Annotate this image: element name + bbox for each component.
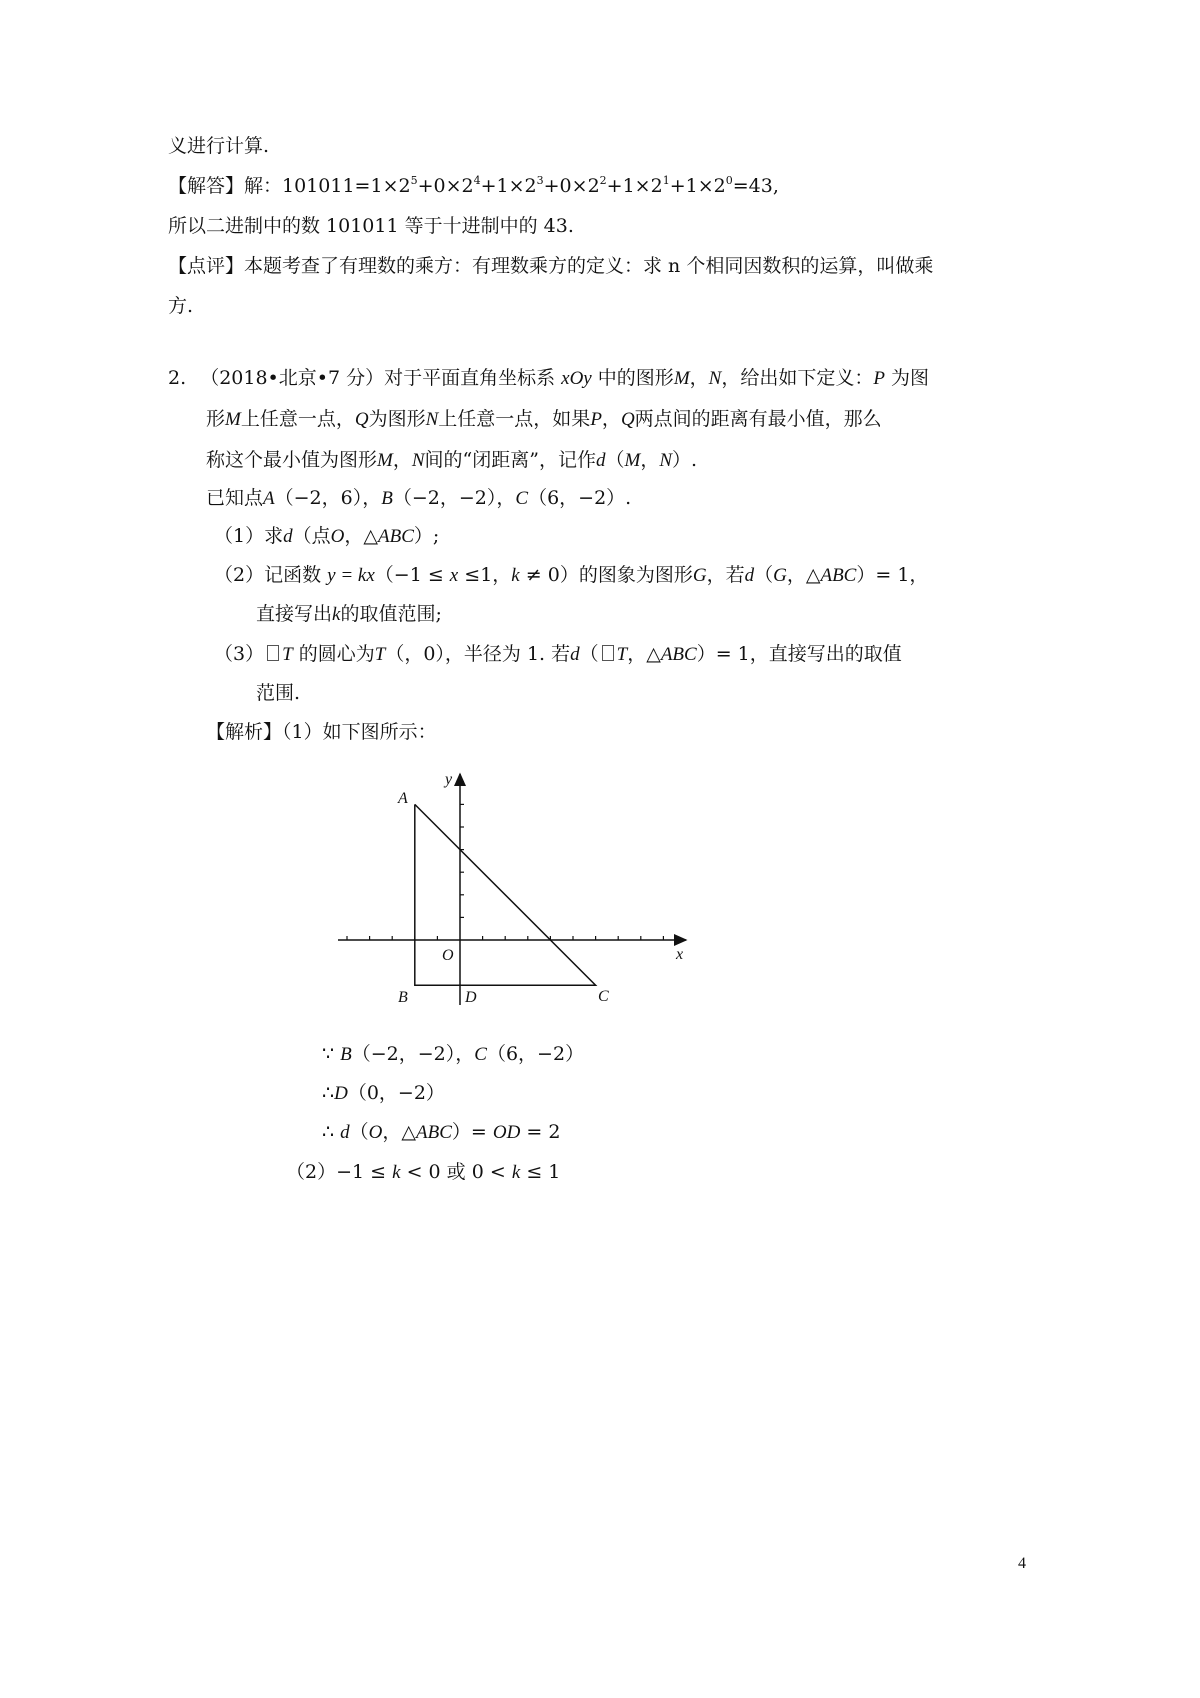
solution-part-2: （2）−1 ≤ k < 0 或 0 < k ≤ 1 bbox=[286, 1161, 561, 1183]
question-3: （3） T 的圆心为T（，0），半径为 1. 若d（ T，△ABC）= 1，直接写出的取值 bbox=[214, 643, 902, 665]
problem-2-line-3: 称这个最小值为图形M，N间的“闭距离”，记作d（M，N）. bbox=[206, 449, 698, 471]
label-D: D bbox=[465, 989, 477, 1006]
analysis-label: 【解析】 bbox=[206, 721, 283, 743]
answer-line: 【解答】解：$101011=1\times 2^5+0\times 2^4+1\times 2^3+0\times 2^2+1\times 2^1+1\times 2^0=43$, bbox=[168, 174, 779, 197]
axis-ticks bbox=[347, 782, 663, 940]
label-O: O bbox=[442, 947, 454, 964]
label-A: A bbox=[398, 790, 408, 807]
text-line: 义进行计算. bbox=[168, 135, 270, 157]
label-y: y bbox=[445, 771, 453, 788]
label-B: B bbox=[398, 989, 408, 1006]
problem-2-line-1: 2. （2018•北京•7 分）对于平面直角坐标系 xOy 中的图形M，N，给出如下定义：P 为图 bbox=[168, 367, 930, 389]
given-points: 已知点A（−2，6），B（−2，−2），C（6，−2）. bbox=[206, 487, 632, 509]
missing-glyph-icon bbox=[602, 645, 614, 661]
missing-glyph-icon bbox=[267, 645, 279, 661]
problem-source: （2018•北京•7 分） bbox=[200, 367, 385, 389]
coordinate-figure bbox=[334, 768, 694, 1028]
problem-number: 2. bbox=[168, 367, 187, 389]
conclusion-line: 所以二进制中的数 101011 等于十进制中的 43. bbox=[168, 215, 574, 237]
question-2-line-2: 直接写出k的取值范围; bbox=[256, 603, 442, 625]
solution-step-2: ∴D（0，−2） bbox=[322, 1082, 445, 1104]
solution-step-1: ∵ B（−2，−2），C（6，−2） bbox=[322, 1043, 585, 1065]
label-C: C bbox=[598, 988, 609, 1005]
label-x: x bbox=[676, 946, 684, 963]
comment-line: 【点评】本题考查了有理数的乘方：有理数乘方的定义：求 n 个相同因数积的运算，叫做乘 bbox=[168, 255, 934, 277]
comment-label: 【点评】 bbox=[168, 255, 245, 277]
analysis-line: 【解析】（1）如下图所示： bbox=[206, 721, 437, 743]
question-3-line-2: 范围. bbox=[256, 682, 301, 704]
question-2: （2）记函数 y = kx（−1 ≤ x ≤1，k ≠ 0）的图象为图形G，若d（G，△ABC）= 1， bbox=[214, 564, 929, 586]
page-number: 4 bbox=[1018, 1555, 1026, 1572]
problem-2-line-2: 形M上任意一点，Q为图形N上任意一点，如果P，Q两点间的距离有最小值，那么 bbox=[206, 408, 882, 430]
solution-step-3: ∴ d（O，△ABC）= OD = 2 bbox=[322, 1121, 561, 1143]
question-1: （1）求d（点O，△ABC）; bbox=[214, 525, 440, 547]
answer-label: 【解答】 bbox=[168, 175, 245, 197]
comment-tail: 方. bbox=[168, 295, 194, 317]
